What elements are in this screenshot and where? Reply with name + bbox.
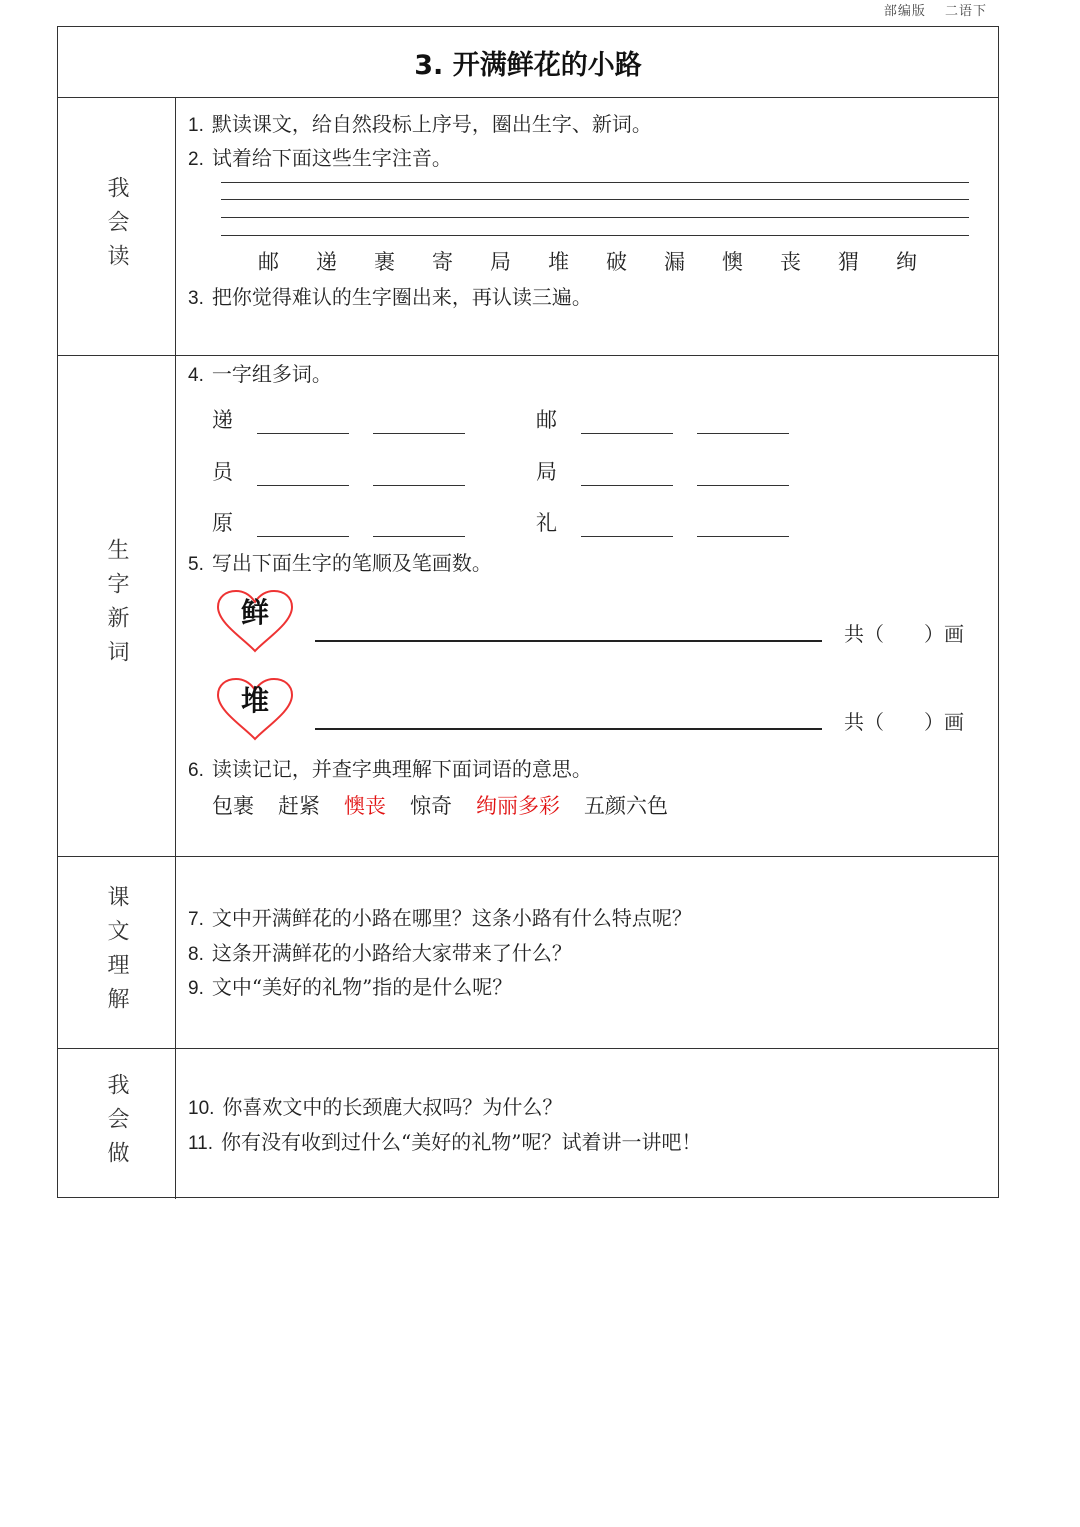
stroke-char: 鲜: [240, 596, 269, 629]
vocab-item: 包裹: [212, 794, 254, 818]
char-item: 懊: [722, 250, 743, 274]
blank-line[interactable]: [581, 414, 673, 434]
section-words: [58, 355, 998, 856]
heart-frame: [214, 589, 296, 655]
char-item: 猬: [838, 250, 859, 274]
char-item: 破: [606, 250, 627, 274]
vocab-list: [212, 790, 692, 820]
title-row: [58, 27, 998, 97]
blank-line[interactable]: [257, 414, 349, 434]
char-item: 寄: [432, 250, 453, 274]
header-note: [870, 0, 987, 19]
section-content-do: [176, 1049, 998, 1199]
vocab-item: 惊奇: [410, 794, 452, 818]
question-9: 9. 文中“美好的礼物”指的是什么呢？: [188, 975, 513, 999]
page-title: 3. 开满鲜花的小路: [414, 49, 642, 81]
blank-line[interactable]: [697, 466, 789, 486]
heart-frame: [214, 677, 296, 743]
question-1: 1. 默读课文，给自然段标上序号，圈出生字、新词。: [188, 112, 652, 136]
question-6: 6. 读读记记，并查字典理解下面词语的意思。: [188, 757, 592, 781]
stroke-order-line[interactable]: [315, 728, 822, 730]
word-group-row[interactable]: 邮: [536, 404, 789, 434]
word-group-row[interactable]: 局: [536, 456, 789, 486]
pinyin-char-list: [258, 246, 954, 276]
stroke-count[interactable]: 共（ ）画: [844, 710, 964, 734]
section-label-cell: [58, 98, 176, 355]
grade-label: 二语下: [944, 4, 987, 19]
stroke-order-line[interactable]: [315, 640, 822, 642]
blank-line[interactable]: [373, 466, 465, 486]
blank-line[interactable]: [257, 517, 349, 537]
question-11: 11. 你有没有收到过什么“美好的礼物”呢？试着讲一讲吧！: [188, 1130, 702, 1154]
question-8: 8. 这条开满鲜花的小路给大家带来了什么？: [188, 941, 572, 965]
char-item: 递: [316, 250, 337, 274]
char-item: 堆: [548, 250, 569, 274]
blank-line[interactable]: [697, 517, 789, 537]
section-content-words: [176, 356, 998, 856]
vocab-item: 五颜六色: [584, 794, 668, 818]
section-label-read: 我会读: [104, 175, 129, 278]
section-label-understand: 课文理解: [104, 884, 129, 1021]
section-do: [58, 1048, 998, 1199]
char-item: 漏: [664, 250, 685, 274]
char-item: 裹: [374, 250, 395, 274]
section-read: [58, 97, 998, 355]
blank-line[interactable]: [373, 517, 465, 537]
section-label-words: 生字新词: [104, 538, 129, 674]
char-item: 邮: [258, 250, 279, 274]
section-content-read: [176, 98, 998, 355]
vocab-item-highlight: 懊丧: [344, 794, 386, 818]
section-label-cell: [58, 857, 176, 1048]
stroke-count[interactable]: 共（ ）画: [844, 622, 964, 646]
blank-line[interactable]: [373, 414, 465, 434]
char-item: 丧: [780, 250, 801, 274]
blank-line[interactable]: [257, 466, 349, 486]
section-content-understand: [176, 857, 998, 1048]
section-label-do: 我会做: [104, 1073, 129, 1175]
question-3: 3. 把你觉得难认的生字圈出来，再认读三遍。: [188, 285, 592, 309]
question-5: 5. 写出下面生字的笔顺及笔画数。: [188, 551, 492, 575]
worksheet: [57, 26, 999, 1198]
char-item: 局: [490, 250, 511, 274]
section-label-cell: [58, 1049, 176, 1199]
question-2: 2. 试着给下面这些生字注音。: [188, 146, 452, 170]
section-label-cell: [58, 356, 176, 856]
word-group-row[interactable]: 原: [212, 507, 465, 537]
blank-line[interactable]: [581, 466, 673, 486]
question-10: 10. 你喜欢文中的长颈鹿大叔吗？为什么？: [188, 1095, 563, 1119]
edition-label: 部编版: [883, 4, 926, 19]
question-7: 7. 文中开满鲜花的小路在哪里？这条小路有什么特点呢？: [188, 906, 692, 930]
blank-line[interactable]: [697, 414, 789, 434]
word-group-row[interactable]: 礼: [536, 507, 789, 537]
stroke-char: 堆: [240, 684, 269, 717]
vocab-item-highlight: 绚丽多彩: [476, 794, 560, 818]
blank-line[interactable]: [581, 517, 673, 537]
section-understand: [58, 856, 998, 1048]
vocab-item: 赶紧: [278, 794, 320, 818]
char-item: 绚: [896, 250, 917, 274]
word-group-row[interactable]: 员: [212, 456, 465, 486]
question-4: 4. 一字组多词。: [188, 362, 332, 386]
word-group-row[interactable]: 递: [212, 404, 465, 434]
